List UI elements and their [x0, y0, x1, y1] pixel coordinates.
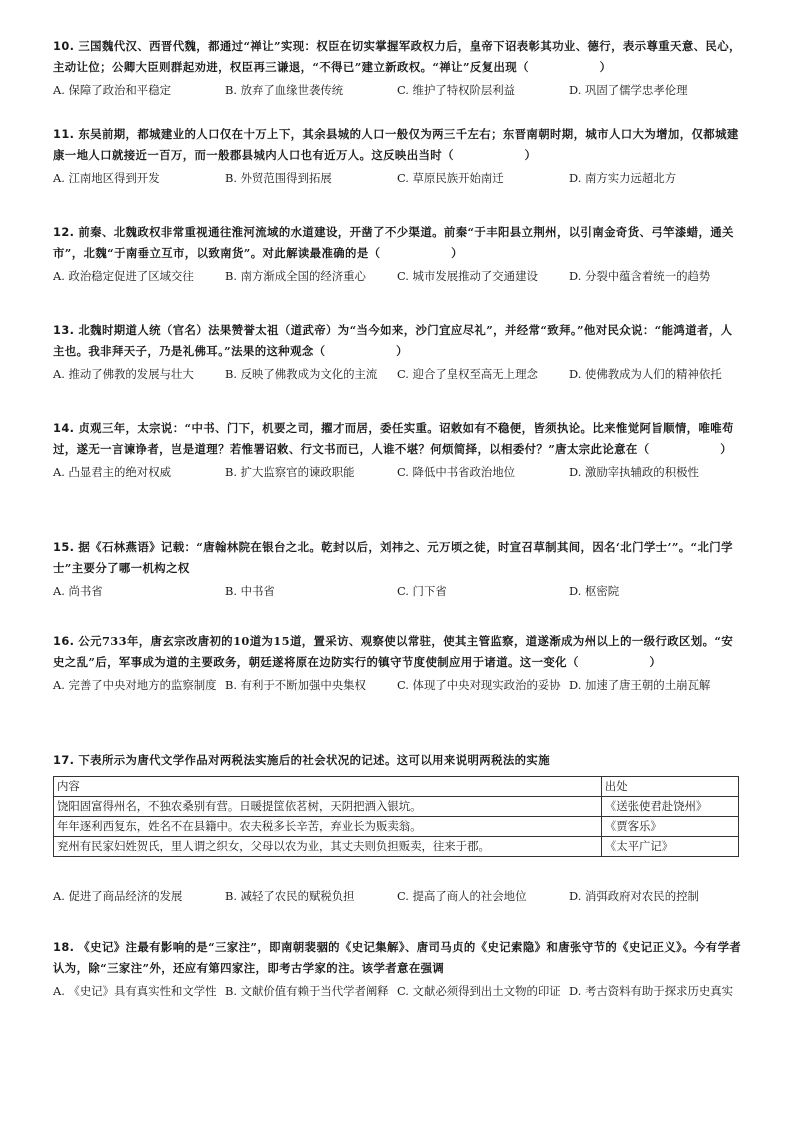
option-a[interactable]: A. 尚书省	[53, 584, 103, 598]
option-d[interactable]: D. 加速了唐王朝的土崩瓦解	[569, 678, 711, 692]
options-row	[53, 464, 743, 486]
table-row	[54, 837, 739, 857]
option-c[interactable]: C. 城市发展推动了交通建设	[397, 269, 538, 283]
question-12	[53, 222, 743, 290]
question-17-options	[53, 884, 743, 910]
question-text: 北魏时期道人统（官名）法果赞誉太祖（道武帝）为“当今如来，沙门宜应尽礼”，并经常“致拜。”他对民众说：“能鸿道者，人主也。我非拜天子，乃是礼佛耳。”法果的这种观念（ ）	[53, 323, 733, 358]
option-c[interactable]: C. 降低中书省政治地位	[397, 465, 516, 479]
options-row	[53, 888, 743, 910]
question-stem	[53, 418, 743, 460]
option-a[interactable]: A. 完善了中央对地方的监察制度	[53, 678, 217, 692]
table-row	[54, 797, 739, 817]
option-c[interactable]: C. 门下省	[397, 584, 447, 598]
table-cell-content: 兖州有民家妇姓贺氏，里人谓之织女，父母以农为业，其丈夫则负担贩卖，往来于郡。	[54, 837, 602, 857]
question-text: 下表所示为唐代文学作品对两税法实施后的社会状况的记述。这可以用来说明两税法的实施	[78, 753, 551, 767]
option-b[interactable]: B. 有利于不断加强中央集权	[225, 678, 366, 692]
option-d[interactable]: D. 枢密院	[569, 584, 620, 598]
option-b[interactable]: B. 中书省	[225, 584, 275, 598]
option-d[interactable]: D. 使佛教成为人们的精神依托	[569, 367, 722, 381]
table-cell-content: 年年逐利西复东，姓名不在县籍中。农夫税多长辛苦，弃业长为贩卖翁。	[54, 817, 602, 837]
option-b[interactable]: B. 南方渐成全国的经济重心	[225, 269, 366, 283]
question-stem	[53, 537, 743, 579]
option-d[interactable]: D. 巩固了儒学忠孝伦理	[569, 83, 688, 97]
question-18	[53, 937, 743, 1023]
option-d[interactable]: D. 激励宰执辅政的积极性	[569, 465, 699, 479]
question-10	[53, 36, 743, 104]
option-c[interactable]: C. 提高了商人的社会地位	[397, 889, 527, 903]
question-16	[53, 631, 743, 717]
question-text: 东吴前期，都城建业的人口仅在十万上下，其余县城的人口一般仅为两三千左右；东晋南朝时期，城市人口大为增加，仅都城建康一地人口就接近一百万，而一般郡县城内人口也有近万人。这反映出当时（ ）	[53, 127, 739, 162]
question-14	[53, 418, 743, 486]
question-stem	[53, 124, 743, 166]
option-a[interactable]: A. 江南地区得到开发	[53, 171, 160, 185]
question-11	[53, 124, 743, 192]
table-cell-source: 《送张使君赴饶州》	[601, 797, 738, 817]
question-number: 16.	[53, 634, 75, 648]
question-stem	[53, 750, 743, 771]
question-number: 17.	[53, 753, 75, 767]
table-cell-source: 《贾客乐》	[601, 817, 738, 837]
option-b[interactable]: B. 扩大监察官的谏政职能	[225, 465, 355, 479]
question-text: 据《石林燕语》记载：“唐翰林院在银台之北。乾封以后，刘祎之、元万顷之徒，时宣召草制其间，因名‘北门学士’”。“北门学士”主要分了哪一机构之权	[53, 540, 733, 575]
table-header-row	[54, 777, 739, 797]
option-d[interactable]: D. 分裂中蕴含着统一的趋势	[569, 269, 711, 283]
question-stem	[53, 320, 743, 362]
option-d[interactable]: D. 考古资料有助于探求历史真实	[569, 984, 734, 998]
table-row	[54, 817, 739, 837]
option-a[interactable]: A. 保障了政治和平稳定	[53, 83, 171, 97]
options-row	[53, 983, 743, 1023]
options-row	[53, 82, 743, 104]
option-a[interactable]: A. 凸显君主的绝对权威	[53, 465, 171, 479]
question-13	[53, 320, 743, 388]
options-row	[53, 677, 743, 717]
options-row	[53, 366, 743, 388]
option-a[interactable]: A. 《史记》具有真实性和文学性	[53, 984, 217, 998]
option-c[interactable]: C. 体现了中央对现实政治的妥协	[397, 678, 561, 692]
question-text: 《史记》注最有影响的是“三家注”，即南朝裴骃的《史记集解》、唐司马贞的《史记索隐》和唐张守节的《史记正义》。今有学者认为，除“三家注”外，还应有第四家注，即考古学家的注。该学者意在强调	[53, 940, 742, 975]
option-c[interactable]: C. 草原民族开始南迁	[397, 171, 504, 185]
option-c[interactable]: C. 迎合了皇权至高无上理念	[397, 367, 538, 381]
question-number: 18.	[53, 940, 75, 954]
option-b[interactable]: B. 反映了佛教成为文化的主流	[225, 367, 378, 381]
options-row	[53, 268, 743, 290]
question-stem	[53, 937, 743, 979]
option-d[interactable]: D. 南方实力远超北方	[569, 171, 677, 185]
option-a[interactable]: A. 政治稳定促进了区域交往	[53, 269, 194, 283]
options-row	[53, 583, 743, 605]
question-stem	[53, 631, 743, 673]
option-c[interactable]: C. 维护了特权阶层利益	[397, 83, 516, 97]
option-c[interactable]: C. 文献必须得到出土文物的印证	[397, 984, 561, 998]
option-b[interactable]: B. 减轻了农民的赋税负担	[225, 889, 355, 903]
question-number: 14.	[53, 421, 75, 435]
table-header-source: 出处	[601, 777, 738, 797]
question-text: 贞观三年，太宗说：“中书、门下，机要之司，擢才而居，委任实重。诏敕如有不稳便，皆须执论。比来惟觉阿旨顺情，唯唯苟过，遂无一言谏诤者，岂是道理？若惟署诏敕、行文书而已，人谁不堪？何烦简择，以相委付？”唐太宗此论意在（ ）	[53, 421, 734, 456]
question-number: 13.	[53, 323, 75, 337]
option-b[interactable]: B. 放弃了血缘世袭传统	[225, 83, 344, 97]
question-text: 三国魏代汉、西晋代魏，都通过“禅让”实现：权臣在切实掌握军政权力后，皇帝下诏表彰其功业、德行，表示尊重天意、民心，主动让位；公卿大臣则群起劝进，权臣再三谦退，“不得已”建立新政权。“禅让”反复出现（ ）	[53, 39, 741, 74]
table-cell-content: 饶阳固富得州名，不独农桑别有营。日暖提筐依茗树，天阴把酒入银坑。	[54, 797, 602, 817]
question-number: 12.	[53, 225, 75, 239]
table-cell-source: 《太平广记》	[601, 837, 738, 857]
options-row	[53, 170, 743, 192]
option-a[interactable]: A. 推动了佛教的发展与壮大	[53, 367, 194, 381]
question-stem	[53, 36, 743, 78]
table-header-content: 内容	[54, 777, 602, 797]
question-text: 前秦、北魏政权非常重视通往淮河流域的水道建设，开凿了不少渠道。前秦“于丰阳县立荆州，以引南金奇货、弓竿漆蜡，通关市”，北魏“于南垂立互市，以致南货”。对此解读最准确的是（ ）	[53, 225, 734, 260]
question-17	[53, 750, 743, 771]
question-number: 11.	[53, 127, 75, 141]
question-number: 10.	[53, 39, 75, 53]
option-b[interactable]: B. 外贸范围得到拓展	[225, 171, 332, 185]
question-text: 公元733年，唐玄宗改唐初的10道为15道，置采访、观察使以常驻，使其主管监察，道遂渐成为州以上的一级行政区划。“安史之乱”后，军事成为道的主要政务，朝廷遂将原在边防实行的镇守节度使制应用于诸道。这一变化（ ）	[53, 634, 734, 669]
option-d[interactable]: D. 消弭政府对农民的控制	[569, 889, 699, 903]
question-stem	[53, 222, 743, 264]
option-b[interactable]: B. 文献价值有赖于当代学者阐释	[225, 984, 389, 998]
question-number: 15.	[53, 540, 75, 554]
question-15	[53, 537, 743, 605]
option-a[interactable]: A. 促进了商品经济的发展	[53, 889, 183, 903]
source-table	[53, 776, 739, 857]
